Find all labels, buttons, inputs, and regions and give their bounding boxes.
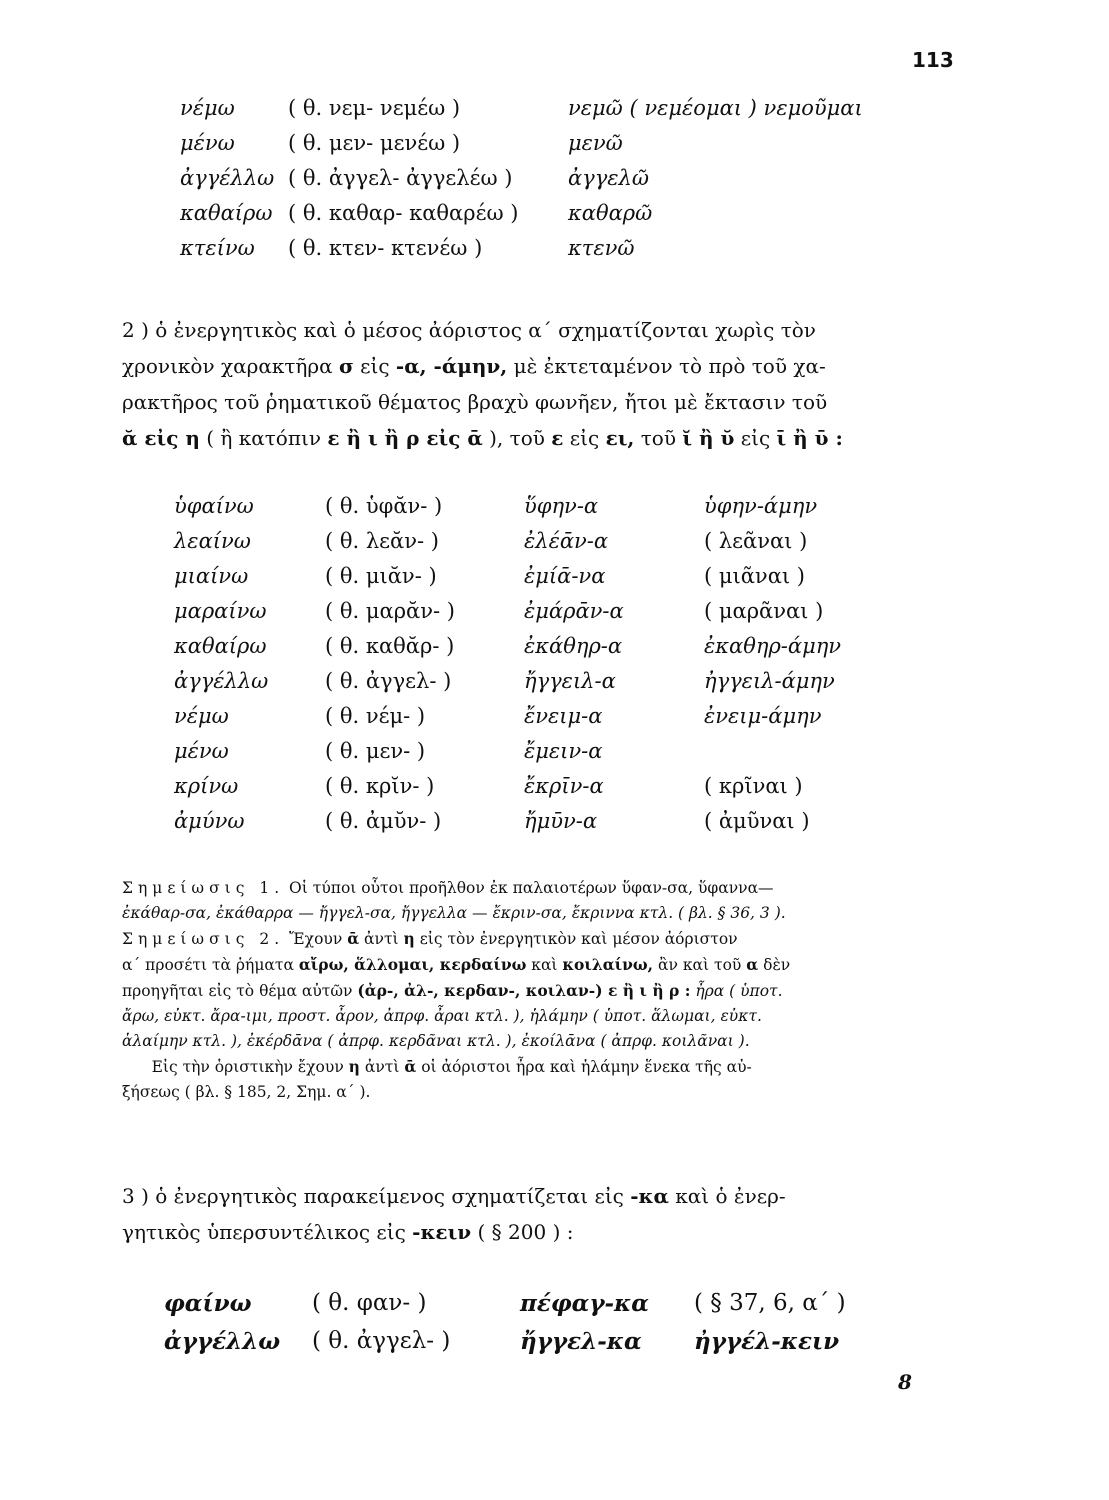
future-cell: νεμῶ ( νεμέομαι ) νεμοῦμαι <box>568 96 863 120</box>
note-2: Σημείωσις 2. Ἔχουν ᾱ ἀντὶ η εἰς τὸν ἐνεργητικὸν καὶ μέσον ἀόριστον <box>122 929 738 948</box>
theme-cell: ( θ. ἀγγελ- ) <box>312 1328 451 1354</box>
middle-cell: ( ἀμῦναι ) <box>704 809 810 833</box>
verb-cell: νέμω <box>180 96 235 120</box>
theme-cell: ( θ. μαρᾰν- ) <box>325 599 455 623</box>
verb-cell: ἀμύνω <box>174 809 245 833</box>
theme-cell: ( θ. λεᾰν- ) <box>325 529 439 553</box>
theme-cell: ( θ. ἀμῠν- ) <box>325 809 442 833</box>
theme-cell: ( θ. νεμ- νεμέω ) <box>288 96 461 120</box>
future-cell: κτενῶ <box>568 236 635 260</box>
verb-cell: μένω <box>174 739 229 763</box>
future-cell: καθαρῶ <box>568 201 653 225</box>
theme-cell: ( θ. καθαρ- καθαρέω ) <box>288 201 519 225</box>
perfect-cell: πέφαγ-κα <box>520 1290 649 1317</box>
note-2-cont: α΄ προσέτι τὰ ῥήματα αἴρω, ἅλλομαι, κερδαίνω καὶ κοιλαίνω, ἂν καὶ τοῦ α δὲν <box>122 955 791 974</box>
note-2-cont: Εἰς τὴν ὁριστικὴν ἔχουν η ἀντὶ ᾱ οἱ ἀόριστοι ἦρα καὶ ἡλάμην ἕνεκα τῆς αὐ- <box>151 1057 752 1076</box>
notes-section <box>122 876 956 1105</box>
verb-cell: ἀγγέλλω <box>174 669 269 693</box>
theme-cell: ( θ. φαν- ) <box>312 1290 427 1316</box>
theme-cell: ( θ. ὑφᾰν- ) <box>325 494 443 518</box>
verb-cell: μαραίνω <box>174 599 267 623</box>
theme-cell: ( θ. νέμ- ) <box>325 704 426 728</box>
aorist-cell: ἔνειμ-α <box>524 704 603 728</box>
theme-cell: ( θ. μεν- ) <box>325 739 426 763</box>
reference-cell: ( § 37, 6, α΄ ) <box>694 1290 846 1316</box>
perfect-cell: ἤγγελ-κα <box>520 1328 642 1355</box>
note-1-cont: ἐκάθαρ-σα, ἐκάθαρρα — ἤγγελ-σα, ἤγγελλα — ἔκριν-σα, ἔκριννα κτλ. ( βλ. § 36, 3 ). <box>122 904 786 922</box>
theme-cell: ( θ. καθᾰρ- ) <box>325 634 455 658</box>
page-number: 113 <box>912 48 954 72</box>
aorist-rule-paragraph <box>122 312 956 456</box>
theme-cell: ( θ. κρῐν- ) <box>325 774 435 798</box>
note-2-cont: ἁλαίμην κτλ. ), ἐκέρδᾱνα ( ἀπρφ. κερδᾶναι κτλ. ), ἐκοίλᾱνα ( ἀπρφ. κοιλᾶναι ). <box>122 1032 750 1050</box>
text-line: 2 ) ὁ ἐνεργητικὸς καὶ ὁ μέσος ἀόριστος α΄ σχηματίζονται χωρὶς τὸν <box>122 318 816 342</box>
aorist-cell: ἐκάθηρ-α <box>524 634 623 658</box>
aorist-cell: ἔμειν-α <box>524 739 603 763</box>
middle-cell: ἠγγειλ-άμην <box>704 669 835 693</box>
aorist-cell: ἔκρῑν-α <box>524 774 604 798</box>
aorist-cell: ἤγγειλ-α <box>524 669 616 693</box>
note-2-cont: ξήσεως ( βλ. § 185, 2, Σημ. α΄ ). <box>122 1083 371 1101</box>
signature-number: 8 <box>898 1370 912 1394</box>
text-line: ρακτῆρος τοῦ ῥηματικοῦ θέματος βραχὺ φωνῆεν, ἤτοι μὲ ἔκτασιν τοῦ <box>122 390 828 414</box>
middle-cell: ( κρῖναι ) <box>704 774 803 798</box>
pluperfect-cell: ἠγγέλ-κειν <box>694 1328 840 1355</box>
verb-cell: φαίνω <box>164 1290 252 1317</box>
note-1: Σημείωσις 1. Οἱ τύποι οὗτοι προῆλθον ἐκ παλαιοτέρων ὕφαν-σα, ὕφαννα— <box>122 879 774 897</box>
middle-cell: ( λεᾶναι ) <box>704 529 808 553</box>
verb-cell: κρίνω <box>174 774 239 798</box>
aorist-cell: ὕφην-α <box>524 494 599 518</box>
verb-cell: ὑφαίνω <box>174 494 254 518</box>
future-cell: μενῶ <box>568 131 623 155</box>
text-line: χρονικὸν χαρακτῆρα σ εἰς -α, -άμην, μὲ ἐκτεταμένον τὸ πρὸ τοῦ χα- <box>122 354 826 378</box>
verb-cell: ἀγγέλλω <box>164 1328 281 1355</box>
verb-cell: καθαίρω <box>180 201 273 225</box>
theme-cell: ( θ. ἀγγελ- ἀγγελέω ) <box>288 166 513 190</box>
verb-cell: κτείνω <box>180 236 255 260</box>
middle-cell: ὑφην-άμην <box>704 494 818 518</box>
middle-cell: ( μιᾶναι ) <box>704 564 805 588</box>
verb-cell: νέμω <box>174 704 229 728</box>
aorist-cell: ἤμῡν-α <box>524 809 598 833</box>
theme-cell: ( θ. ἀγγελ- ) <box>325 669 452 693</box>
text-line: 3 ) ὁ ἐνεργητικὸς παρακείμενος σχηματίζεται εἰς -κα καὶ ὁ ἐνερ- <box>122 1184 786 1208</box>
note-2-cont: ἄρω, εὐκτ. ἄρα-ιμι, προστ. ἆρον, ἀπρφ. ἆραι κτλ. ), ἡλάμην ( ὑποτ. ἅλωμαι, εὐκτ. <box>122 1007 762 1025</box>
verb-cell: ἀγγέλλω <box>180 166 275 190</box>
perfect-rule-paragraph <box>122 1178 956 1250</box>
theme-cell: ( θ. μεν- μενέω ) <box>288 131 461 155</box>
middle-cell: ἐνειμ-άμην <box>704 704 822 728</box>
note-2-cont: προηγῆται εἰς τὸ θέμα αὐτῶν (ἀρ-, ἀλ-, κερδαν-, κοιλαν-) ε ἢ ι ἢ ρ : ἦρα ( ὑποτ. <box>122 981 783 1000</box>
aorist-cell: ἐλέᾱν-α <box>524 529 609 553</box>
middle-cell: ( μαρᾶναι ) <box>704 599 824 623</box>
future-cell: ἀγγελῶ <box>568 166 649 190</box>
theme-cell: ( θ. μιᾰν- ) <box>325 564 437 588</box>
aorist-cell: ἐμάρᾱν-α <box>524 599 624 623</box>
aorist-cell: ἐμίᾱ-να <box>524 564 606 588</box>
verb-cell: λεαίνω <box>174 529 251 553</box>
text-line: ᾰ εἰς η ( ἢ κατόπιν ε ἢ ι ἢ ρ εἰς ᾱ ), τοῦ ε εἰς ει, τοῦ ῐ ἢ ῠ εἰς ῑ ἢ ῡ : <box>122 426 843 450</box>
text-line: γητικὸς ὑπερσυντέλικος εἰς -κειν ( § 200 ) : <box>122 1220 574 1244</box>
verb-cell: μένω <box>180 131 235 155</box>
verb-cell: μιαίνω <box>174 564 249 588</box>
verb-cell: καθαίρω <box>174 634 267 658</box>
middle-cell: ἐκαθηρ-άμην <box>704 634 842 658</box>
theme-cell: ( θ. κτεν- κτενέω ) <box>288 236 483 260</box>
